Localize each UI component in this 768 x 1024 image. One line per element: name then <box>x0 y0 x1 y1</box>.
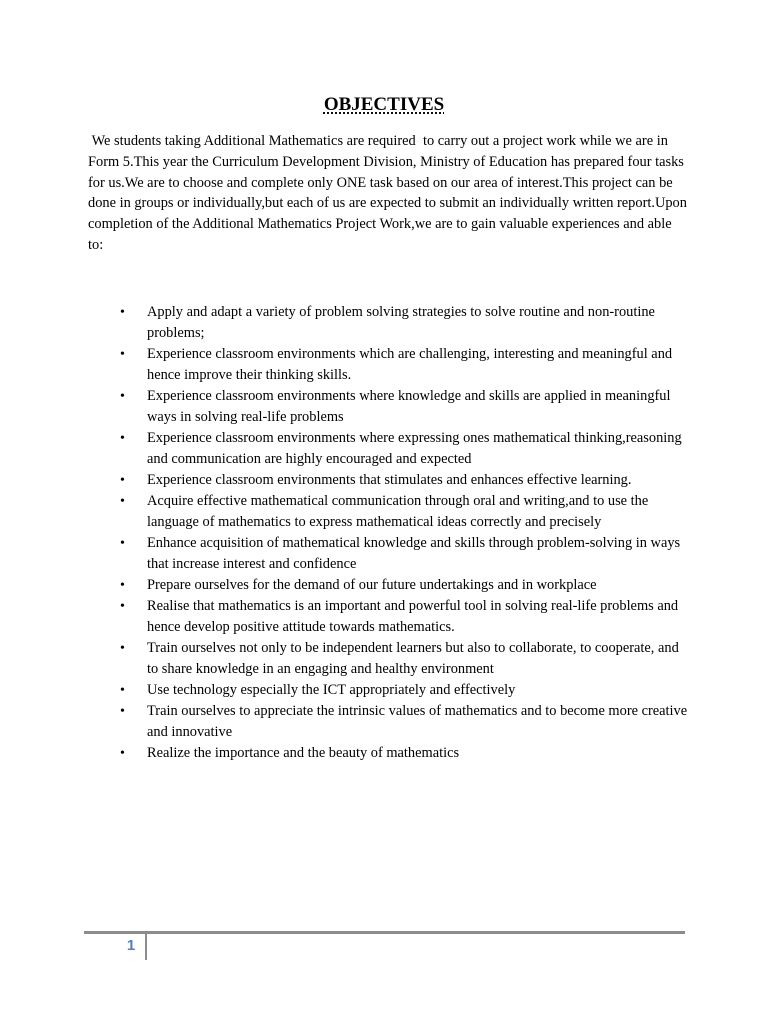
objective-item <box>120 701 690 743</box>
objective-item <box>120 743 690 764</box>
footer-separator <box>145 934 147 960</box>
objective-text: Enhance acquisition of mathematical knowledge and skills through problem-solving in ways that increase interest and confidence <box>147 535 681 572</box>
bullet-icon: • <box>120 578 125 593</box>
bullet-icon: • <box>120 683 125 698</box>
bullet-icon: • <box>120 431 125 446</box>
objective-item <box>120 680 690 701</box>
objective-text: Experience classroom environments where expressing ones mathematical thinking,reasoning and communication are highly encouraged and expected <box>147 430 682 467</box>
objective-text: Use technology especially the ICT appropriately and effectively <box>147 682 516 698</box>
objective-text: Experience classroom environments where knowledge and skills are applied in meaningful ways in solving real-life problems <box>147 388 671 425</box>
objective-item <box>120 491 690 533</box>
objective-text: Realise that mathematics is an important and powerful tool in solving real-life problems and hence develop positive attitude towards mathematics. <box>147 598 679 635</box>
objective-item <box>120 596 690 638</box>
objective-text: Apply and adapt a variety of problem solving strategies to solve routine and non-routine problems; <box>147 304 655 341</box>
objective-item <box>120 470 690 491</box>
bullet-icon: • <box>120 641 125 656</box>
bullet-icon: • <box>120 704 125 719</box>
objective-item <box>120 386 690 428</box>
bullet-icon: • <box>120 494 125 509</box>
objectives-list <box>120 302 690 764</box>
objective-text: Realize the importance and the beauty of mathematics <box>147 745 460 761</box>
bullet-icon: • <box>120 305 125 320</box>
objective-item <box>120 638 690 680</box>
bullet-icon: • <box>120 599 125 614</box>
objective-text: Experience classroom environments that stimulates and enhances effective learning. <box>147 472 632 488</box>
bullet-icon: • <box>120 536 125 551</box>
intro-paragraph: We students taking Additional Mathematics are required to carry out a project work while we are in Form 5.This year the Curriculum Development Division, Ministry of Education has prepared four tasks for us.We are to choose and complete only ONE task based on our area of interest.This project can be done in groups or individually,but each of us are expected to submit an individually written report.Upon completion of the Additional Mathematics Project Work,we are to gain valuable experiences and able to: <box>88 133 691 253</box>
footer-rule <box>84 931 685 934</box>
bullet-icon: • <box>120 746 125 761</box>
page-title: OBJECTIVES <box>323 94 445 115</box>
objective-text: Prepare ourselves for the demand of our future undertakings and in workplace <box>147 577 597 593</box>
objective-text: Train ourselves to appreciate the intrinsic values of mathematics and to become more creative and innovative <box>147 703 688 740</box>
objective-item <box>120 575 690 596</box>
objective-text: Train ourselves not only to be independent learners but also to collaborate, to cooperate, and to share knowledge in an engaging and healthy environment <box>147 640 679 677</box>
objective-item <box>120 533 690 575</box>
bullet-icon: • <box>120 347 125 362</box>
objective-item <box>120 302 690 344</box>
objective-item <box>120 344 690 386</box>
objective-text: Acquire effective mathematical communication through oral and writing,and to use the language of mathematics to express mathematical ideas correctly and precisely <box>147 493 649 530</box>
bullet-icon: • <box>120 473 125 488</box>
bullet-icon: • <box>120 389 125 404</box>
page-number: 1 <box>126 937 136 954</box>
objective-text: Experience classroom environments which are challenging, interesting and meaningful and hence improve their thinking skills. <box>147 346 673 383</box>
objective-item <box>120 428 690 470</box>
